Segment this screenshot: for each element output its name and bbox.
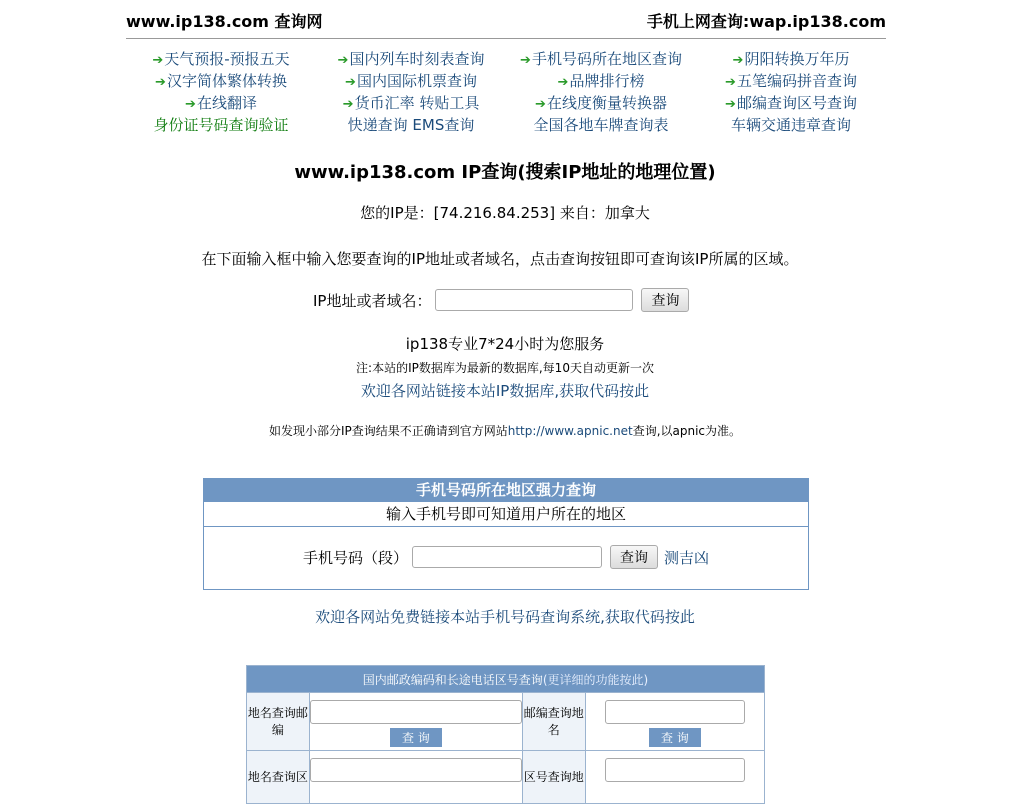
postcode-to-place-label: 邮编查询地名	[522, 693, 585, 751]
areacode-to-place-label: 区号查询地	[522, 751, 585, 804]
mobile-query-box	[203, 478, 809, 590]
place-to-areacode-input[interactable]	[310, 758, 522, 782]
fortune-link[interactable]: 测吉凶	[664, 548, 710, 567]
mobile-input-label: 手机号码（段）	[302, 548, 408, 567]
arrow-right-icon: ➔	[155, 75, 166, 90]
arrow-right-icon: ➔	[732, 53, 744, 68]
arrow-right-icon: ➔	[725, 75, 736, 90]
place-to-postcode-cell	[309, 693, 522, 751]
arrow-right-icon: ➔	[557, 75, 569, 90]
place-to-postcode-label: 地名查询邮编	[247, 693, 310, 751]
page-title: www.ip138.com IP查询(搜索IP地址的地理位置)	[294, 162, 716, 183]
nav-link-brands[interactable]: ➔品牌排行榜	[557, 72, 645, 90]
top-bar	[126, 6, 886, 39]
arrow-right-icon: ➔	[152, 53, 164, 68]
nav-link-translate[interactable]: ➔在线翻译	[185, 94, 257, 112]
mobile-number-input[interactable]	[412, 546, 602, 568]
nav-links	[126, 48, 886, 136]
database-note: 注:本站的IP数据库为最新的数据库,每10天自动更新一次	[356, 361, 654, 375]
postal-query-table	[246, 665, 765, 804]
nav-link-weather[interactable]: ➔天气预报-预报五天	[152, 50, 290, 68]
nav-row	[126, 114, 886, 136]
postal-row	[247, 751, 765, 804]
service-text: ip138专业7*24小时为您服务	[405, 335, 605, 353]
ip-database-link[interactable]: 欢迎各网站链接本站IP数据库,获取代码按此	[360, 382, 650, 400]
nav-link-train[interactable]: ➔国内列车时刻表查询	[337, 50, 485, 68]
nav-link-units[interactable]: ➔在线度衡量转换器	[535, 94, 667, 112]
areacode-to-place-cell	[585, 751, 764, 804]
areacode-to-place-input[interactable]	[605, 758, 745, 782]
nav-link-chinese-convert[interactable]: ➔汉字简体繁体转换	[155, 72, 287, 90]
mobile-query-button[interactable]: 查询	[610, 545, 658, 569]
nav-link-flights[interactable]: ➔国内国际机票查询	[345, 72, 477, 90]
arrow-right-icon: ➔	[185, 97, 196, 112]
mobile-box-subtitle: 输入手机号即可知道用户所在的地区	[204, 502, 808, 527]
nav-link-postcode[interactable]: ➔邮编查询区号查询	[725, 94, 857, 112]
postcode-to-place-cell	[585, 693, 764, 751]
apnic-prefix: 如发现小部分IP查询结果不正确请到官方网站	[268, 424, 508, 438]
arrow-right-icon: ➔	[342, 97, 354, 112]
place-to-postcode-input[interactable]	[310, 700, 522, 724]
nav-link-express[interactable]: 快递查询 EMS查询	[347, 116, 475, 134]
nav-link-traffic[interactable]: 车辆交通违章查询	[730, 116, 851, 134]
nav-link-currency[interactable]: ➔货币汇率 转贴工具	[342, 94, 480, 112]
postcode-to-place-input[interactable]	[605, 700, 745, 724]
mobile-site-link[interactable]: 手机上网查询:wap.ip138.com	[646, 12, 886, 31]
your-ip-text: 您的IP是：[74.216.84.253] 来自：加拿大	[360, 204, 650, 222]
nav-row	[126, 92, 886, 114]
instruction-text: 在下面输入框中输入您要查询的IP地址或者域名，点击查询按钮即可查询该IP所属的区域。	[201, 250, 799, 268]
apnic-suffix: 查询,以apnic为准。	[632, 424, 742, 438]
nav-row	[126, 48, 886, 70]
apnic-link[interactable]: http://www.apnic.net	[507, 424, 633, 438]
ip-input-label: IP地址或者域名：	[313, 291, 432, 310]
postal-more-link[interactable]: (更详细的功能按此)	[542, 672, 649, 687]
arrow-right-icon: ➔	[535, 97, 546, 112]
mobile-code-link[interactable]: 欢迎各网站免费链接本站手机号码查询系统,获取代码按此	[315, 608, 695, 626]
nav-link-calendar[interactable]: ➔阴阳转换万年历	[732, 50, 850, 68]
nav-link-plates[interactable]: 全国各地车牌查询表	[533, 116, 669, 134]
nav-link-wubi[interactable]: ➔五笔编码拼音查询	[725, 72, 857, 90]
arrow-right-icon: ➔	[725, 97, 736, 112]
mobile-box-title: 手机号码所在地区强力查询	[204, 479, 808, 502]
mobile-query-row	[204, 527, 808, 587]
place-to-areacode-cell	[309, 751, 522, 804]
nav-row	[126, 70, 886, 92]
postal-row	[247, 693, 765, 751]
ip-input[interactable]	[435, 289, 633, 311]
postal-caption-text: 国内邮政编码和长途电话区号查询	[362, 672, 543, 687]
arrow-right-icon: ➔	[520, 53, 531, 68]
arrow-right-icon: ➔	[337, 53, 349, 68]
nav-link-mobile-area[interactable]: ➔手机号码所在地区查询	[520, 50, 682, 68]
arrow-right-icon: ➔	[345, 75, 356, 90]
place-to-areacode-label: 地名查询区	[247, 751, 310, 804]
place-to-postcode-button[interactable]: 查 询	[390, 728, 442, 747]
postcode-to-place-button[interactable]: 查 询	[649, 728, 701, 747]
ip-query-form	[313, 287, 689, 313]
site-title[interactable]: www.ip138.com 查询网	[126, 12, 323, 31]
postal-caption	[247, 666, 765, 693]
ip-query-button[interactable]: 查询	[641, 288, 689, 312]
apnic-notice	[0, 422, 1010, 439]
nav-link-idcard[interactable]: 身份证号码查询验证	[153, 116, 289, 134]
postal-caption-row	[247, 666, 765, 693]
